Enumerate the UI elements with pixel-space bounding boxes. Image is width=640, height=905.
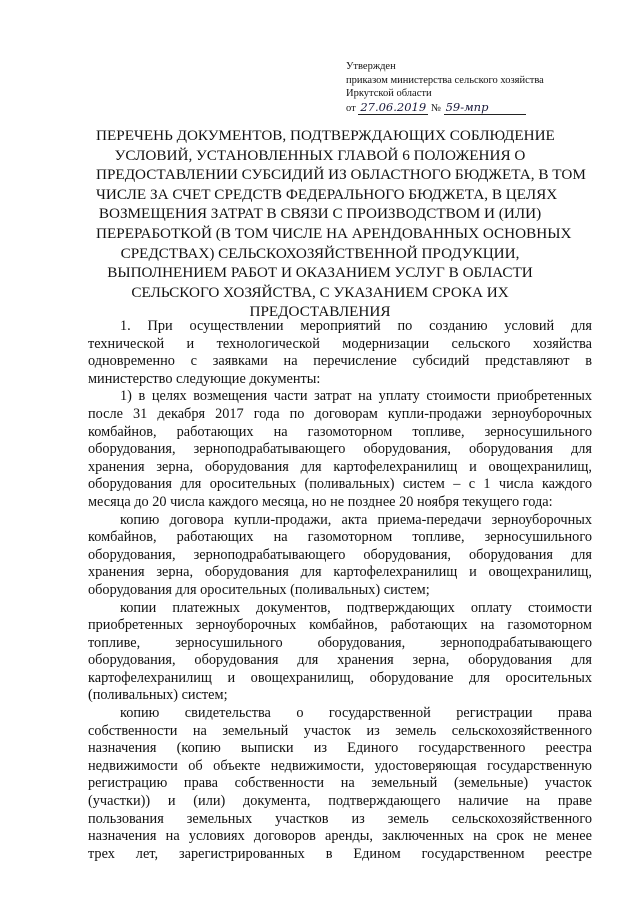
body-line: после 31 декабря 2017 года по договорам купли-продажи зерноуборочных	[88, 405, 592, 422]
body-line: регистрацию права собственности на земельный (земельные) участок	[88, 775, 592, 792]
document-title	[96, 126, 586, 322]
body-line: оборудования для оросительных (поливальных) систем;	[88, 581, 430, 598]
body-line: 1) в целях возмещения части затрат на уплату стоимости приобретенных	[120, 388, 592, 405]
body-line: оборудования, зерноподрабатывающего оборудования, оборудования для	[88, 441, 592, 458]
handwritten-number: 59-мпр	[444, 101, 526, 116]
title-line: СРЕДСТВАХ) СЕЛЬСКОХОЗЯЙСТВЕННОЙ ПРОДУКЦИИ,	[120, 244, 520, 262]
body-line: министерство следующие документы:	[88, 370, 321, 387]
body-line: оборудования, зерноподрабатывающего оборудования, оборудования для	[88, 546, 592, 563]
title-line: ПЕРЕЧЕНЬ ДОКУМЕНТОВ, ПОДТВЕРЖДАЮЩИХ СОБЛЮДЕНИЕ	[96, 127, 555, 144]
body-line: недвижимости об объекте недвижимости, удостоверяющая государственную	[88, 757, 592, 774]
approval-block	[346, 60, 586, 115]
body-line: хранения зерна, оборудования для картофелехранилищ и овощехранилищ,	[88, 564, 592, 581]
body-line: копии платежных документов, подтверждающих оплату стоимости	[120, 599, 592, 616]
date-prefix: от	[346, 102, 356, 114]
title-line: ВЫПОЛНЕНИЕМ РАБОТ И ОКАЗАНИЕМ УСЛУГ В ОБЛАСТИ	[107, 264, 533, 282]
body-line: (участки)) и (или) документа, подтверждающего наличие на праве	[88, 793, 592, 810]
title-line: УСЛОВИЙ, УСТАНОВЛЕННЫХ ГЛАВОЙ 6 ПОЛОЖЕНИЯ О	[114, 146, 526, 164]
approval-line-2: приказом министерства сельского хозяйства	[346, 74, 544, 86]
body-line: технической и технологической модернизации сельского хозяйства	[88, 335, 592, 352]
title-line: ПРЕДОСТАВЛЕНИИ СУБСИДИЙ ИЗ ОБЛАСТНОГО БЮДЖЕТА, В ТОМ	[96, 166, 586, 184]
title-line: ПЕРЕРАБОТКОЙ (В ТОМ ЧИСЛЕ НА АРЕНДОВАННЫХ ОСНОВНЫХ	[96, 224, 572, 242]
body-line: комбайнов, работающих на газомоторном топливе, зерносушильного	[88, 423, 592, 440]
handwritten-date: 27.06.2019	[358, 101, 428, 116]
body-line: копию договора купли-продажи, акта приема-передачи зерноуборочных	[120, 511, 592, 528]
body-line: комбайнов, работающих на газомоторном топливе, зерносушильного	[88, 529, 592, 546]
body-line: оборудования, оборудования для хранения зерна, оборудования для	[88, 652, 592, 669]
body-line: картофелехранилищ и овощехранилищ, оборудование для оросительных	[88, 669, 592, 686]
body-line: назначения (копию выписки из Единого государственного реестра	[88, 740, 592, 757]
body-line: собственности на земельный участок из земель сельскохозяйственного	[88, 722, 592, 739]
number-prefix: №	[430, 102, 441, 114]
body-line: приобретенных зерноуборочных комбайнов, работающих на газомоторном	[88, 617, 592, 634]
body-line: оборудования для оросительных (поливальных) систем – с 1 числа каждого	[88, 476, 592, 493]
approval-line-3: Иркутской области	[346, 88, 432, 99]
body-line: назначения на условиях договоров аренды, заключенных на срок не менее	[88, 828, 592, 845]
title-line: ПРЕДОСТАВЛЕНИЯ	[249, 303, 391, 321]
body-line: трех лет, зарегистрированных в Едином государственном реестре	[88, 845, 592, 862]
body-line: топливе, зерносушильного оборудования, зерноподрабатывающего	[88, 634, 592, 651]
approval-date-number	[346, 101, 586, 116]
title-line: СЕЛЬСКОГО ХОЗЯЙСТВА, С УКАЗАНИЕМ СРОКА ИХ	[131, 283, 509, 301]
body-line: одновременно с заявками на перечисление субсидий представляют в	[88, 353, 592, 370]
title-line: ВОЗМЕЩЕНИЯ ЗАТРАТ В СВЯЗИ С ПРОИЗВОДСТВОМ И (ИЛИ)	[98, 205, 542, 223]
body-line: пользования земельных участков из земель сельскохозяйственного	[88, 810, 592, 827]
body-line: (поливальных) систем;	[88, 687, 228, 704]
approval-line-1: Утвержден	[346, 61, 396, 72]
body-line: хранения зерна, оборудования для картофелехранилищ и овощехранилищ,	[88, 458, 592, 475]
body-line: копию свидетельства о государственной регистрации права	[120, 705, 592, 722]
document-body	[88, 318, 592, 863]
body-line: 1. При осуществлении мероприятий по созданию условий для	[120, 318, 592, 334]
title-line: ЧИСЛЕ ЗА СЧЕТ СРЕДСТВ ФЕДЕРАЛЬНОГО БЮДЖЕТА, В ЦЕЛЯХ	[96, 185, 558, 203]
body-line: месяца до 20 числа каждого месяца, но не позднее 20 ноября текущего года:	[88, 493, 553, 510]
